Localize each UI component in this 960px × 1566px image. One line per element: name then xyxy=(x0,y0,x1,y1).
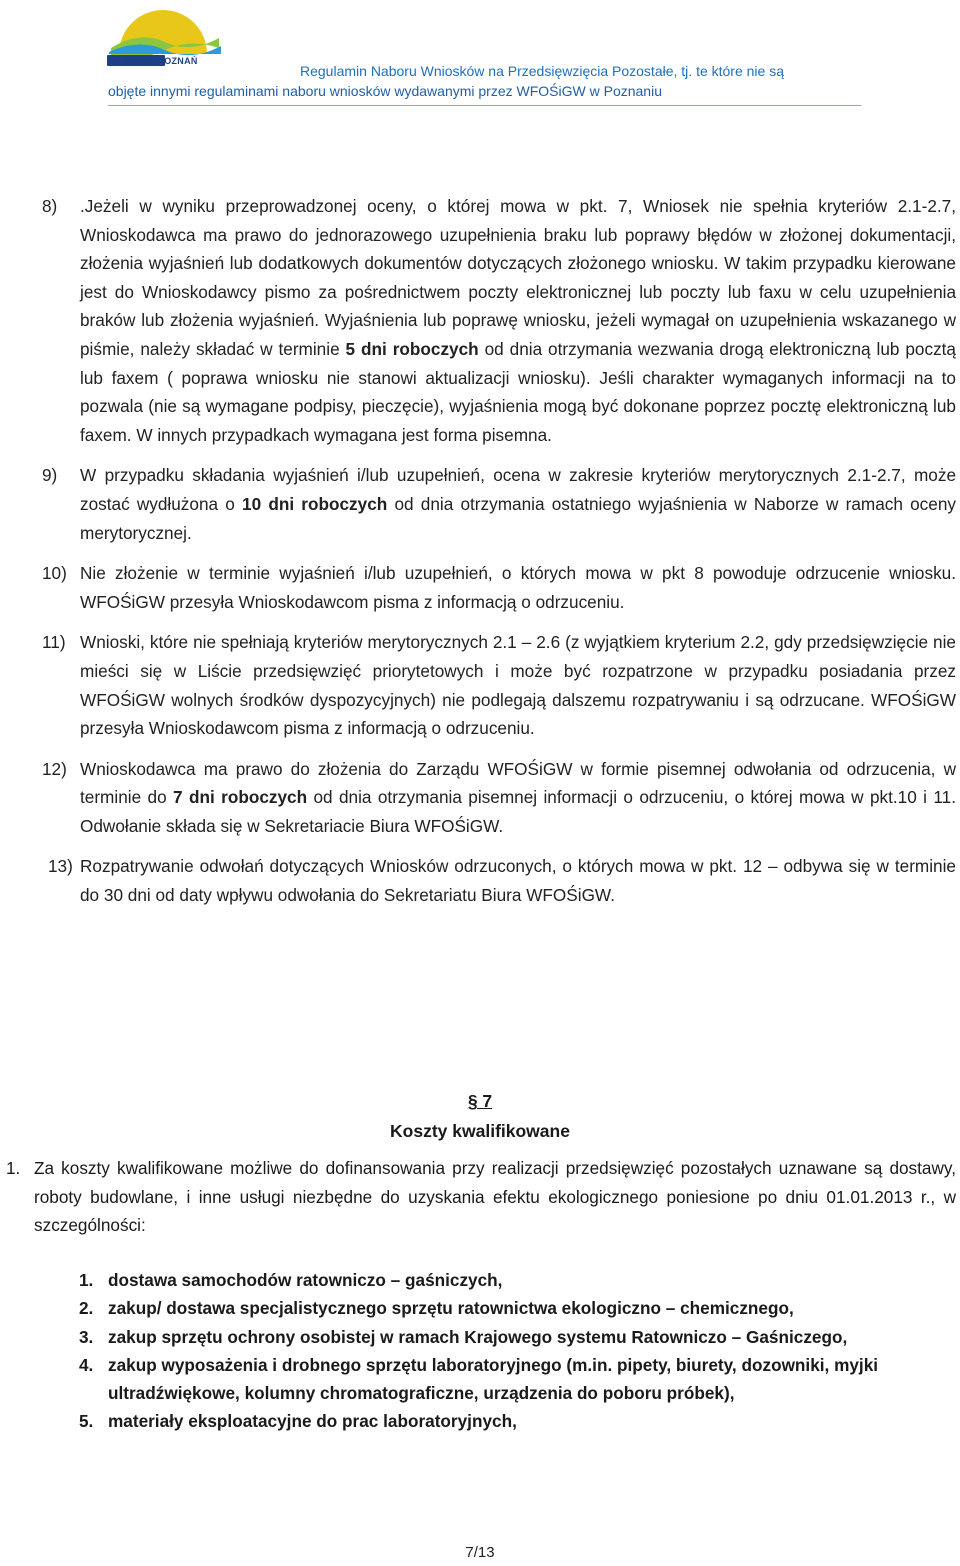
text-run: Wnioskodawca ma prawo do złożenia do Zarządu WFOŚiGW w formie pisemnej odwołania od odrzucenia, w terminie do xyxy=(80,758,956,808)
paragraph-text: Nie złożenie w terminie wyjaśnień i/lub uzupełnień, o których mowa w pkt 8 powoduje odrzucenie wniosku. WFOŚiGW przesyła Wnioskodawcom pisma z informacją o odrzuceniu. xyxy=(80,563,956,612)
paragraph-number: 9) xyxy=(42,465,58,486)
paragraph-text xyxy=(80,755,956,841)
paragraph-12 xyxy=(42,755,956,841)
paragraph-text: Wnioski, które nie spełniają kryteriów merytorycznych 2.1 – 2.6 (z wyjątkiem kryterium 2.2, gdy przedsięwzięcie nie mieści się w Liście przedsięwzięć priorytetowych i może być rozpatrzone w przypadku posiadania przez WFOŚiGW wolnych środków dyspozycyjnych) nie podlegają dalszemu rozpatrywaniu i są odrzucane. WFOŚiGW przesyła Wnioskodawcom pisma z informacją o odrzuceniu. xyxy=(80,632,956,739)
list-number: 3. xyxy=(79,1326,94,1347)
section-title: Koszty kwalifikowane xyxy=(390,1121,570,1141)
bold-deadline: 5 dni roboczych xyxy=(345,338,479,359)
paragraph-number: 1. xyxy=(6,1158,21,1178)
paragraph-text: Za koszty kwalifikowane możliwe do dofinansowania przy realizacji przedsięwzięć pozostałych uznawane są dostawy, roboty budowlane, i inne usługi niezbędne do uzyskania efektu ekologicznego poniesione po dniu 01.01.2013 r., w szczególności: xyxy=(34,1158,956,1236)
paragraph-number: 12) xyxy=(42,758,67,779)
cost-intro-paragraph xyxy=(6,1154,956,1240)
paragraph-13 xyxy=(42,852,956,909)
list-text: dostawa samochodów ratowniczo – gaśniczych, xyxy=(108,1270,503,1290)
section-symbol: § 7 xyxy=(467,1091,493,1111)
logo-text: WFOŚiGW POZNAŃ xyxy=(108,56,198,66)
text-run: od dnia otrzymania pisemnej informacji o odrzuceniu, o której mowa w pkt.10 i 11. Odwołanie składa się w Sekretariacie Biura WFOŚiGW. xyxy=(80,787,956,836)
numbered-paragraphs xyxy=(42,192,956,922)
text-run: W przypadku składania wyjaśnień i/lub uzupełnień, ocena w zakresie kryteriów merytorycznych 2.1-2.7, może zostać wydłużona o xyxy=(80,465,956,514)
list-text: zakup sprzętu ochrony osobistej w ramach Krajowego systemu Ratowniczo – Gaśniczego, xyxy=(108,1326,848,1347)
paragraph-text: Rozpatrywanie odwołań dotyczących Wniosków odrzuconych, o których mowa w pkt. 12 – odbywa się w terminie do 30 dni od daty wpływu odwołania do Sekretariatu Biura WFOŚiGW. xyxy=(80,856,956,906)
paragraph-number: 13) xyxy=(48,856,73,877)
list-text: zakup/ dostawa specjalistycznego sprzętu ratownictwa ekologiczno – chemicznego, xyxy=(108,1298,794,1319)
header-title-line-2: objęte innymi regulaminami naboru wniosków wydawanymi przez WFOŚiGW w Poznaniu xyxy=(108,83,662,99)
text-run: od dnia otrzymania ostatniego wyjaśnienia w Naborze w ramach oceny merytorycznej. xyxy=(80,493,956,543)
list-number: 1. xyxy=(79,1270,94,1290)
list-number: 4. xyxy=(79,1354,94,1375)
page-number: 7/13 xyxy=(465,1544,495,1561)
paragraph-number: 11) xyxy=(42,632,66,653)
list-item xyxy=(79,1266,939,1294)
list-number: 2. xyxy=(79,1298,94,1319)
list-item xyxy=(79,1407,939,1435)
paragraph-11 xyxy=(42,628,956,742)
section-heading xyxy=(0,1086,960,1146)
text-run: .Jeżeli w wyniku przeprowadzonej oceny, o której mowa w pkt. 7, Wniosek nie spełnia kryteriów 2.1-2.7, Wnioskodawca ma prawo do jednorazowego uzupełnienia braku lub poprawy błędów w złożonej dokumentacji, złożenia wyjaśnień lub dodatkowych dokumentów dotyczących złożonego wniosku. W takim przypadku kierowane jest do Wnioskodawcy pismo za pośrednictwem poczty elektronicznej lub poczty lub faxu w celu uzupełnienia braków lub złożenia wyjaśnień. Wyjaśnienia lub poprawę wniosku, jeżeli wymagał on uzupełnienia wskazanego w piśmie, należy składać w terminie xyxy=(80,196,956,359)
paragraph-number: 8) xyxy=(42,196,58,216)
list-item xyxy=(79,1351,939,1408)
page-header xyxy=(0,0,960,112)
paragraph-number: 10) xyxy=(42,563,67,584)
text-run: od dnia otrzymania wezwania drogą elektroniczną lub pocztą lub faxem ( poprawa wniosku nie stanowi aktualizacji wniosku). Jeśli charakter wymaganych informacji na to pozwala (nie są wymagane podpisy, pieczęcie), wyjaśnienia mogą być dokonane poprzez pocztę elektroniczną lub faxem. W innych przypadkach wymagana jest forma pisemna. xyxy=(80,338,956,445)
paragraph-text xyxy=(80,192,956,449)
list-text: materiały eksploatacyjne do prac laboratoryjnych, xyxy=(108,1411,517,1432)
bold-deadline: 10 dni roboczych xyxy=(242,493,388,514)
header-divider xyxy=(108,105,861,106)
paragraph-text xyxy=(80,461,956,547)
list-text: zakup wyposażenia i drobnego sprzętu laboratoryjnego (m.in. pipety, biurety, dozowniki, myjki ultradźwiękowe, kolumny chromatograficzne, urządzenia do poboru próbek), xyxy=(108,1354,879,1404)
bold-deadline: 7 dni roboczych xyxy=(173,787,308,808)
header-title-line-1: Regulamin Naboru Wniosków na Przedsięwzięcia Pozostałe, tj. te które nie są xyxy=(300,63,785,79)
paragraph-8 xyxy=(42,192,956,449)
list-item xyxy=(79,1294,939,1322)
list-item xyxy=(79,1323,939,1351)
paragraph-10 xyxy=(42,559,956,616)
paragraph-9 xyxy=(42,461,956,547)
list-number: 5. xyxy=(79,1411,94,1432)
eligible-costs-list xyxy=(79,1266,939,1436)
